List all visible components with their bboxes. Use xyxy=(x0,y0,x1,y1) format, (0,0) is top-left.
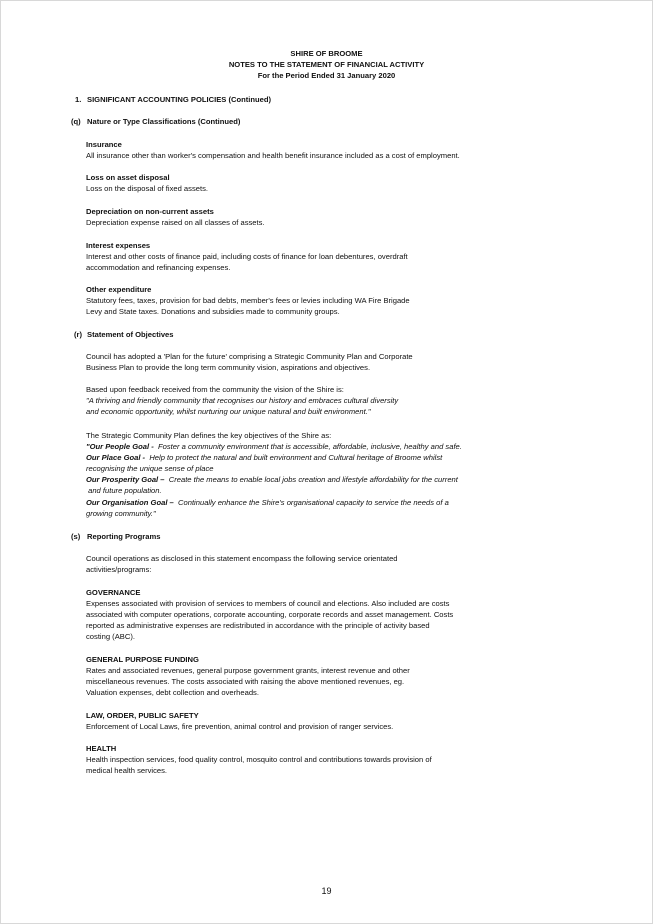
q-item-text: Levy and State taxes. Donations and subsidies made to community groups. xyxy=(86,307,340,317)
program-heading: LAW, ORDER, PUBLIC SAFETY xyxy=(86,711,199,720)
q-item-heading: Interest expenses xyxy=(86,241,151,250)
goal-desc-cont: growing community." xyxy=(86,508,156,518)
q-label: (q) xyxy=(71,117,81,126)
program-text: medical health services. xyxy=(86,766,168,776)
r-para-line: Council has adopted a 'Plan for the future' comprising a Strategic Community Plan and Corporate xyxy=(86,352,413,361)
q-item-heading: Insurance xyxy=(86,140,122,149)
q-item-loss-on-disposal xyxy=(86,172,526,194)
r-vision-text: and economic opportunity, whilst nurturing our unique natural and built environment." xyxy=(86,407,371,417)
section-title: SIGNIFICANT ACCOUNTING POLICIES (Continued) xyxy=(87,95,272,104)
page-number: 19 xyxy=(321,886,332,896)
program-text: Valuation expenses, debt collection and overheads. xyxy=(86,688,259,698)
q-item-insurance xyxy=(86,139,526,161)
q-item-heading: Other expenditure xyxy=(86,285,152,294)
s-intro xyxy=(86,553,526,575)
program-heading: GOVERNANCE xyxy=(86,588,141,597)
q-item-heading: Loss on asset disposal xyxy=(86,173,170,182)
q-title: Nature or Type Classifications (Continued) xyxy=(87,117,241,126)
goal-desc: Create the means to enable local jobs creation and lifestyle affordability for the current xyxy=(168,475,458,485)
goal-desc: Help to protect the natural and built environment and Cultural heritage of Broome whilst xyxy=(149,453,443,463)
goal-desc: Continually enhance the Shire's organisational capacity to service the needs of a xyxy=(178,497,449,507)
goal-desc-cont: and future population. xyxy=(86,486,162,496)
document-header xyxy=(0,48,653,81)
program-governance xyxy=(86,587,526,642)
goal-name: Our Prosperity Goal – xyxy=(86,475,165,485)
program-health xyxy=(86,743,526,776)
r-para-plan xyxy=(86,351,526,373)
q-item-text: accommodation and refinancing expenses. xyxy=(86,263,231,273)
program-text: miscellaneous revenues. The costs associated with raising the above mentioned revenues, eg. xyxy=(86,677,405,687)
q-item-heading: Depreciation on non-current assets xyxy=(86,207,214,216)
r-title: Statement of Objectives xyxy=(87,330,174,339)
goal-people xyxy=(86,441,526,452)
q-item-other-expenditure xyxy=(86,284,526,317)
goal-name: Our Place Goal - xyxy=(86,453,146,463)
q-item-text: Interest and other costs of finance paid, including costs of finance for loan debentures, overdraft xyxy=(86,252,408,262)
goal-desc: Foster a community environment that is accessible, affordable, inclusive, healthy and safe. xyxy=(157,442,462,452)
section-number: 1. xyxy=(75,95,82,104)
reporting-period: For the Period Ended 31 January 2020 xyxy=(257,71,396,81)
goal-organisation xyxy=(86,497,526,508)
goal-name: Our Organisation Goal – xyxy=(86,497,174,507)
program-text: Health inspection services, food quality control, mosquito control and contributions towards provision of xyxy=(86,755,432,765)
q-item-text: Statutory fees, taxes, provision for bad debts, member's fees or levies including WA Fire Brigade xyxy=(86,296,410,306)
r-label: (r) xyxy=(74,330,83,339)
s-intro-line: activities/programs: xyxy=(86,565,152,575)
goal-place xyxy=(86,452,526,463)
program-heading: HEALTH xyxy=(86,744,117,753)
q-item-depreciation xyxy=(86,206,526,228)
document-title: NOTES TO THE STATEMENT OF FINANCIAL ACTIVITY xyxy=(228,60,425,70)
r-goals-block xyxy=(86,430,526,519)
program-text: Expenses associated with provision of services to members of council and elections. Also included are costs xyxy=(86,599,450,609)
q-item-interest-expenses xyxy=(86,240,526,273)
r-vision-block xyxy=(86,384,526,417)
s-label: (s) xyxy=(71,532,81,541)
program-text: Enforcement of Local Laws, fire prevention, animal control and provision of ranger services. xyxy=(86,722,394,732)
q-item-text: Loss on the disposal of fixed assets. xyxy=(86,184,208,194)
program-heading: GENERAL PURPOSE FUNDING xyxy=(86,655,199,664)
q-item-text: Depreciation expense raised on all classes of assets. xyxy=(86,218,265,228)
r-vision-intro: Based upon feedback received from the community the vision of the Shire is: xyxy=(86,385,344,394)
q-item-text: All insurance other than worker's compensation and health benefit insurance included as a cost of employment. xyxy=(86,151,460,161)
goal-name: "Our People Goal - xyxy=(86,442,154,452)
org-name: SHIRE OF BROOME xyxy=(290,49,363,58)
program-text: reported as administrative expenses are redistributed in accordance with the principle of activity based xyxy=(86,621,430,631)
goal-desc-cont: recognising the unique sense of place xyxy=(86,464,214,474)
goal-prosperity xyxy=(86,474,526,485)
program-law-order-public-safety xyxy=(86,710,526,732)
r-vision-text: "A thriving and friendly community that recognises our history and embraces cultural diversity xyxy=(86,396,399,406)
s-intro-line: Council operations as disclosed in this statement encompass the following service orientated xyxy=(86,554,398,563)
program-text: costing (ABC). xyxy=(86,632,135,642)
r-goals-intro: The Strategic Community Plan defines the key objectives of the Shire as: xyxy=(86,431,332,440)
r-para-line: Business Plan to provide the long term community vision, aspirations and objectives. xyxy=(86,363,371,373)
program-text: associated with computer operations, corporate accounting, corporate records and asset management. Costs xyxy=(86,610,454,620)
program-general-purpose-funding xyxy=(86,654,526,698)
program-text: Rates and associated revenues, general purpose government grants, interest revenue and other xyxy=(86,666,410,676)
s-title: Reporting Programs xyxy=(87,532,161,541)
